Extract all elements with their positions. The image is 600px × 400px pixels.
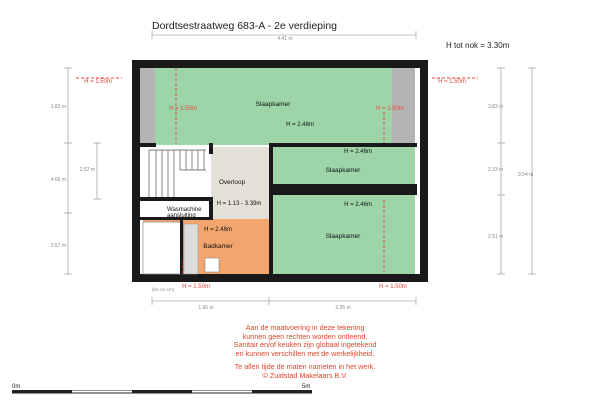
bottom-left-dim: 1.96 m — [198, 305, 214, 311]
bath-tub — [143, 222, 183, 274]
right-upper-dim: 3.83 m — [488, 104, 504, 110]
bedroom2-height: H = 2.46m — [344, 149, 372, 155]
disclaimer-line-2: kunnen geen rechten worden ontleend. — [242, 331, 368, 341]
bedroom2-label: Slaapkamer — [325, 167, 361, 174]
bathroom-height: H = 2.46m — [204, 227, 232, 233]
left-mid-outer-dim: 4.66 m — [50, 177, 66, 183]
left-lower-dim: 2.57 m — [50, 243, 66, 249]
washbasin — [205, 258, 219, 272]
bottom-note: (lm cm cm) — [152, 287, 175, 292]
bottom-dimensions — [152, 297, 416, 305]
left-mid-dim: 2.57 m — [79, 167, 95, 173]
landing-area — [211, 147, 271, 199]
roof-slope-left — [140, 68, 155, 145]
landing-height: H = 1.13 - 3.39m — [216, 201, 262, 207]
total-height-label: H tot nok = 3.30m — [446, 41, 510, 50]
washer-label-2: aansluiting — [167, 213, 196, 219]
disclaimer-line-3: Sanitair en/of keuken zijn globaal ingetekend — [233, 340, 377, 350]
plan-title: Dordtsestraatweg 683-A - 2e verdieping — [152, 20, 338, 32]
scale-end: 5m — [302, 384, 311, 390]
bedroom1-label: Slaapkamer — [255, 101, 291, 108]
outer-top-left-height: H = 1.50m — [84, 79, 112, 85]
inner-right-height: H = 1.50m — [376, 106, 404, 112]
bathroom-label: Badkamer — [203, 243, 233, 250]
bottom-right-dim: 2.35 m — [335, 305, 351, 311]
stairwell — [143, 147, 209, 199]
disclaimer-line-5: Te allen tijde de maten nameten in het werk. — [234, 362, 376, 372]
outer-top-right-height: H = 1.50m — [438, 79, 466, 85]
right-total-dim: 9.54 m — [518, 172, 534, 178]
bottom-left-height: H = 1.50m — [182, 284, 210, 290]
scale-bar — [12, 390, 312, 393]
disclaimer-line-1: Aan de maatvoering in deze tekening — [245, 323, 365, 332]
left-upper-dim: 3.83 m — [50, 104, 66, 110]
bathroom-fixture — [184, 224, 198, 274]
inner-left-height: H = 1.50m — [169, 106, 197, 112]
landing-label: Overloop — [218, 179, 246, 186]
disclaimer-line-6: © Zuidstad Makelaars B.V. — [262, 370, 348, 380]
scale-start: 0m — [12, 384, 21, 390]
disclaimer — [150, 324, 460, 381]
disclaimer-line-4: en kunnen verschillen met de werkelijkheid. — [235, 348, 375, 358]
top-width-label: 4.41 m — [277, 36, 293, 42]
bedroom3-height: H = 2.46m — [344, 202, 372, 208]
right-lower-dim: 2.51 m — [488, 234, 504, 240]
right-mid-dim: 2.33 m — [488, 167, 504, 173]
bottom-right-height: H = 1.50m — [379, 284, 407, 290]
bedroom3-label: Slaapkamer — [325, 233, 361, 240]
bedroom1-height: H = 2.46m — [286, 122, 314, 128]
washer-label-1: Wasmachine — [167, 207, 202, 213]
